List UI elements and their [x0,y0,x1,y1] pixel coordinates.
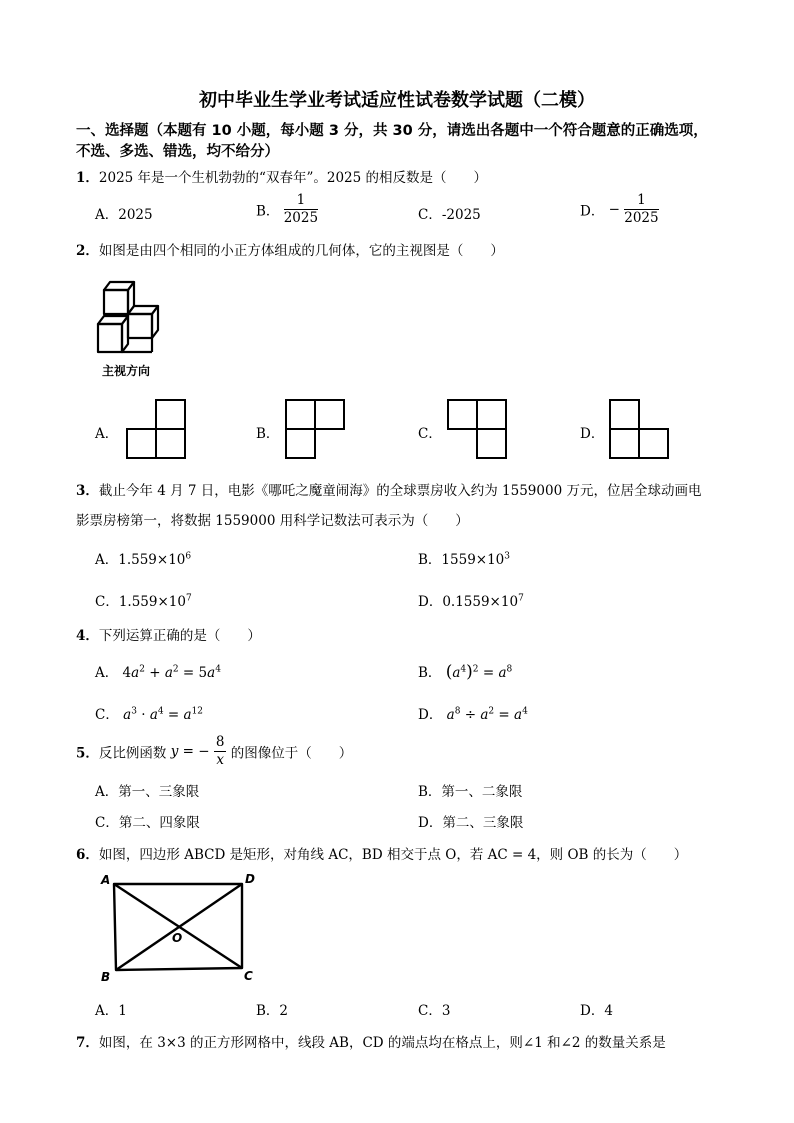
question-text-before: 反比例函数 [98,745,167,762]
vertex-label-b: B [101,970,111,984]
question-number: 7． [76,1035,99,1051]
question-3 [76,479,701,499]
question-number: 5． [76,745,99,762]
question-number: 3． [76,483,99,499]
q5-option-b: B．第一、二象限 [418,784,523,800]
option-text: D．0.1559×10 [418,594,519,610]
option-prefix: D． [418,707,443,723]
cube-solid-figure [94,276,174,358]
section-heading-line2: 不选、多选、错选，均不给分） [76,144,279,160]
question-number: 6． [76,847,99,863]
math-expression: $a^8 \div a^2 = a^4$ [446,706,528,723]
q3-option-c [95,590,192,610]
q6-option-d: D．4 [580,1003,613,1019]
question-text: 如图是由四个相同的小正方体组成的几何体，它的主视图是（ ） [98,243,504,259]
q2-option-d-label: D． [580,426,605,442]
q3-option-d [418,590,524,610]
question-number: 2． [76,243,99,259]
vertex-label-c: C [244,969,253,983]
question-1 [76,166,487,186]
denominator: 2025 [283,210,319,226]
numerator: 8 [215,734,225,750]
q1-option-b [256,192,318,227]
denominator: 2025 [624,210,659,226]
question-text-after: 的图像位于（ ） [230,745,353,762]
center-label-o: O [172,931,183,945]
option-prefix: D． [580,203,605,220]
option-prefix: B． [256,203,280,220]
fraction [624,192,658,227]
question-6 [76,843,687,863]
q3-option-a [95,548,191,568]
minus-sign: − [608,201,620,218]
q5-option-c: C．第二、四象限 [95,815,200,831]
q2-option-d-figure [607,398,671,462]
option-text: B．1559×10 [418,552,505,568]
view-direction-label: 主视方向 [102,364,151,378]
question-text-line1: 截止今年 4 月 7 日，电影《哪吒之魔童闹海》的全球票房收入约为 1559000 万元，位居全球动画电 [98,483,702,499]
function-lhs: y = − [170,743,210,760]
q2-option-b-figure [283,398,347,462]
q4-option-b [418,661,512,682]
numerator: 1 [624,192,658,210]
q5-option-a: A．第一、三象限 [95,784,200,800]
page-title: 初中毕业生学业考试适应性试卷数学试题（二模） [199,90,595,111]
q5-option-d: D．第二、三象限 [418,815,524,831]
option-text: C．1.559×10 [95,594,186,610]
option-text: A．1.559×10 [95,552,186,568]
option-prefix: A． [95,665,119,681]
q2-option-b-label: B． [256,426,280,442]
denominator: x [216,752,224,768]
question-text: 2025 年是一个生机勃勃的“双春年”。2025 的相反数是（ ） [98,170,488,186]
option-prefix: B． [418,665,442,681]
question-4 [76,624,261,644]
q3-option-b [418,548,510,568]
q2-option-c-figure [445,398,509,462]
exponent: 6 [185,551,192,562]
option-prefix: C． [95,707,119,723]
q6-option-a: A．1 [95,1003,127,1019]
q4-option-a [95,661,221,681]
fraction [284,192,318,227]
math-expression: $(a^4)^2 = a^8$ [445,662,513,682]
question-3-line2: 影票房榜第一，将数据 1559000 用科学记数法可表示为（ ） [76,513,469,529]
q1-option-c: C．-2025 [418,207,481,223]
rectangle-abcd-figure [94,870,264,984]
exponent: 3 [504,551,511,562]
question-2 [76,239,504,259]
vertex-label-a: A [101,873,111,887]
q2-option-c-label: C． [418,426,442,442]
function-fraction [214,734,227,769]
question-number: 1． [76,170,99,186]
question-7 [76,1031,666,1051]
question-5 [76,734,352,769]
q6-option-c: C．3 [418,1003,451,1019]
q4-option-d [418,703,528,723]
question-text: 下列运算正确的是（ ） [98,628,261,644]
q1-option-a: A．2025 [95,207,153,223]
exponent: 7 [185,593,192,604]
math-expression: $a^3 \cdot a^4 = a^{12}$ [123,706,204,723]
vertex-label-d: D [245,872,255,886]
question-number: 4． [76,628,99,644]
numerator: 1 [284,192,318,210]
section-heading-line1: 一、选择题（本题有 10 小题，每小题 3 分，共 30 分，请选出各题中一个符合题意的正确选项， [76,123,708,139]
math-expression: $4a^2 + a^2 = 5a^4$ [122,664,221,681]
exponent: 7 [518,593,524,604]
q4-option-c [95,703,203,723]
q2-option-a-label: A． [95,426,119,442]
q1-option-d [580,192,659,227]
question-text: 如图，四边形 ABCD 是矩形，对角线 AC，BD 相交于点 O，若 AC = 4，则 OB 的长为（ ） [98,847,688,863]
question-text: 如图，在 3×3 的正方形网格中，线段 AB，CD 的端点均在格点上，则∠1 和∠2 的数量关系是 [98,1035,666,1051]
q2-option-a-figure [124,398,188,462]
q6-option-b: B．2 [256,1003,289,1019]
